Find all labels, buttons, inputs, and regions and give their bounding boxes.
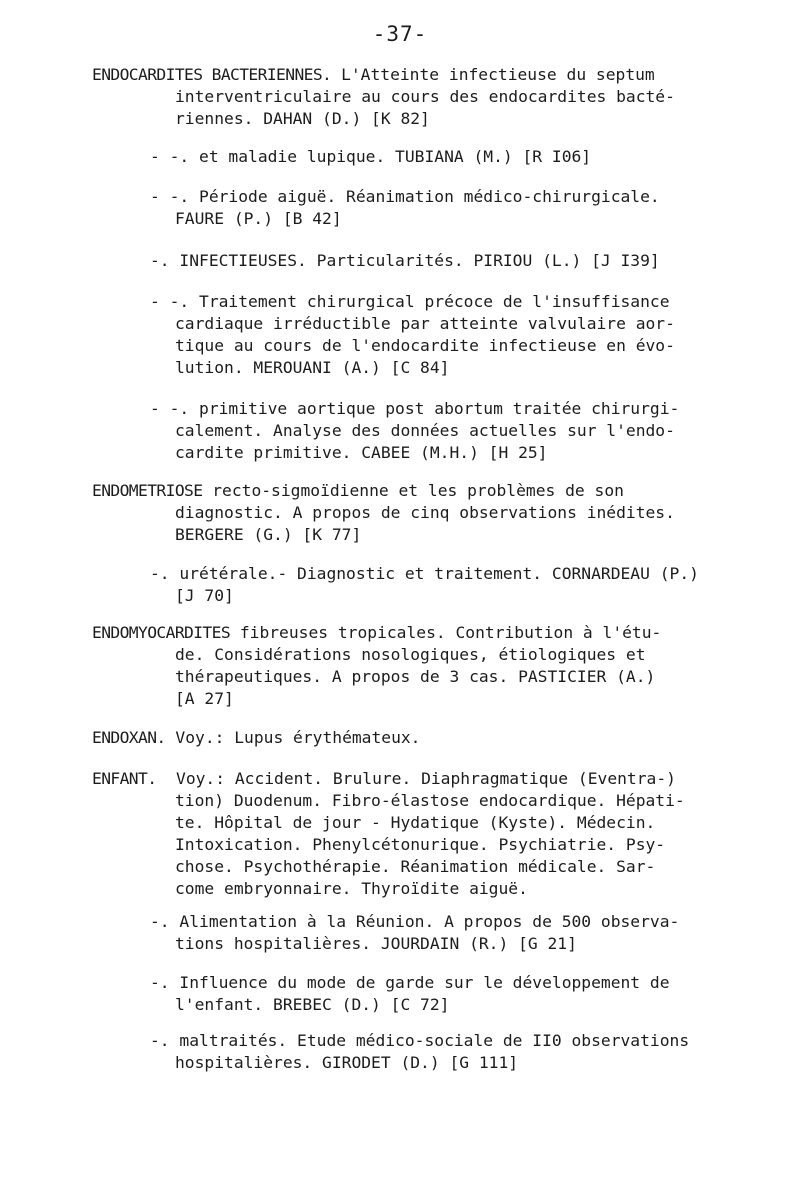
entry-text: Voy.: Lupus érythémateux. (165, 728, 421, 747)
entry-text: hospitalières. GIRODET (D.) [G 111] (175, 1053, 519, 1072)
entry-line (0, 1052, 800, 1074)
entry-line (0, 994, 800, 1016)
entry-line (0, 834, 800, 856)
entry-line (0, 108, 800, 130)
entry-text: l'enfant. BREBEC (D.) [C 72] (175, 995, 450, 1014)
entry-line (0, 186, 800, 208)
entry-line (0, 357, 800, 379)
entry-line (0, 585, 800, 607)
index-entry (0, 291, 800, 379)
index-entry (0, 622, 800, 710)
entry-line (0, 856, 800, 878)
entry-line (0, 768, 800, 790)
entry-text: recto-sigmoïdienne et les problèmes de son (202, 481, 624, 500)
entry-text: - -. et maladie lupique. TUBIANA (M.) [R I06] (150, 147, 592, 166)
entry-line (0, 972, 800, 994)
entry-text: [J 70] (175, 586, 234, 605)
entry-text: Voy.: Accident. Brulure. Diaphragmatique (Eventra-) (156, 769, 676, 788)
entry-text: -. INFECTIEUSES. Particularités. PIRIOU (L.) [J I39] (150, 251, 660, 270)
entry-text: -. urétérale.- Diagnostic et traitement. CORNARDEAU (P.) (150, 564, 699, 583)
entry-text: - -. Traitement chirurgical précoce de l'insuffisance (150, 292, 670, 311)
entry-text: L'Atteinte infectieuse du septum (331, 65, 655, 84)
entry-text: cardiaque irréductible par atteinte valvulaire aor- (175, 314, 675, 333)
entry-text: BERGERE (G.) [K 77] (175, 525, 362, 544)
entry-line (0, 524, 800, 546)
entry-heading: ENDOMYOCARDITES (92, 623, 231, 642)
entry-text: tique au cours de l'endocardite infectieuse en évo- (175, 336, 675, 355)
entry-line (0, 644, 800, 666)
index-entry (0, 64, 800, 130)
entry-text: thérapeutiques. A propos de 3 cas. PASTICIER (A.) (175, 667, 656, 686)
entry-text: -. Alimentation à la Réunion. A propos de 500 observa- (150, 912, 680, 931)
index-entry (0, 186, 800, 230)
entry-line (0, 86, 800, 108)
entry-line (0, 727, 800, 749)
entry-line (0, 335, 800, 357)
entry-text: - -. Période aiguë. Réanimation médico-chirurgicale. (150, 187, 660, 206)
entry-heading: ENDOXAN. (92, 728, 166, 747)
entry-text: - -. primitive aortique post abortum traitée chirurgi- (150, 399, 680, 418)
entry-text: Intoxication. Phenylcétonurique. Psychiatrie. Psy- (175, 835, 666, 854)
entry-text: cardite primitive. CABEE (M.H.) [H 25] (175, 443, 548, 462)
entry-line (0, 291, 800, 313)
entry-text: de. Considérations nosologiques, étiologiques et (175, 645, 646, 664)
index-entry (0, 972, 800, 1016)
entry-text: lution. MEROUANI (A.) [C 84] (175, 358, 450, 377)
index-entry (0, 768, 800, 900)
entry-text: come embryonnaire. Thyroïdite aiguë. (175, 879, 528, 898)
index-entry (0, 480, 800, 546)
index-entry (0, 146, 800, 168)
entry-heading: ENFANT. (92, 769, 157, 788)
index-entry (0, 563, 800, 607)
index-entry (0, 911, 800, 955)
index-entry (0, 398, 800, 464)
index-entry (0, 727, 800, 749)
entry-line (0, 146, 800, 168)
entry-text: chose. Psychothérapie. Réanimation médicale. Sar- (175, 857, 656, 876)
entry-text: fibreuses tropicales. Contribution à l'étu- (230, 623, 662, 642)
entry-line (0, 480, 800, 502)
entry-line (0, 420, 800, 442)
entry-line (0, 622, 800, 644)
entry-line (0, 502, 800, 524)
entry-line (0, 64, 800, 86)
entry-line (0, 563, 800, 585)
entry-text: tions hospitalières. JOURDAIN (R.) [G 21] (175, 934, 577, 953)
entry-line (0, 790, 800, 812)
entry-line (0, 688, 800, 710)
entry-text: te. Hôpital de jour - Hydatique (Kyste). Médecin. (175, 813, 656, 832)
entry-line (0, 250, 800, 272)
entry-heading: ENDOMETRIOSE (92, 481, 203, 500)
entry-text: tion) Duodenum. Fibro-élastose endocardique. Hépati- (175, 791, 685, 810)
entry-line (0, 878, 800, 900)
page-number: -37- (372, 22, 428, 46)
entry-line (0, 1030, 800, 1052)
entry-text: calement. Analyse des données actuelles sur l'endo- (175, 421, 675, 440)
entry-line (0, 666, 800, 688)
entry-text: -. Influence du mode de garde sur le développement de (150, 973, 670, 992)
entry-text: -. maltraités. Etude médico-sociale de II0 observations (150, 1031, 690, 1050)
entry-text: [A 27] (175, 689, 234, 708)
entry-line (0, 398, 800, 420)
entry-text: riennes. DAHAN (D.) [K 82] (175, 109, 430, 128)
entry-line (0, 313, 800, 335)
entry-text: diagnostic. A propos de cinq observations inédites. (175, 503, 675, 522)
entry-text: FAURE (P.) [B 42] (175, 209, 342, 228)
entry-heading: ENDOCARDITES BACTERIENNES. (92, 65, 332, 84)
entry-line (0, 442, 800, 464)
index-entry (0, 1030, 800, 1074)
entry-line (0, 911, 800, 933)
index-entry (0, 250, 800, 272)
entry-line (0, 208, 800, 230)
entry-text: interventriculaire au cours des endocardites bacté- (175, 87, 675, 106)
entry-line (0, 812, 800, 834)
entry-line (0, 933, 800, 955)
